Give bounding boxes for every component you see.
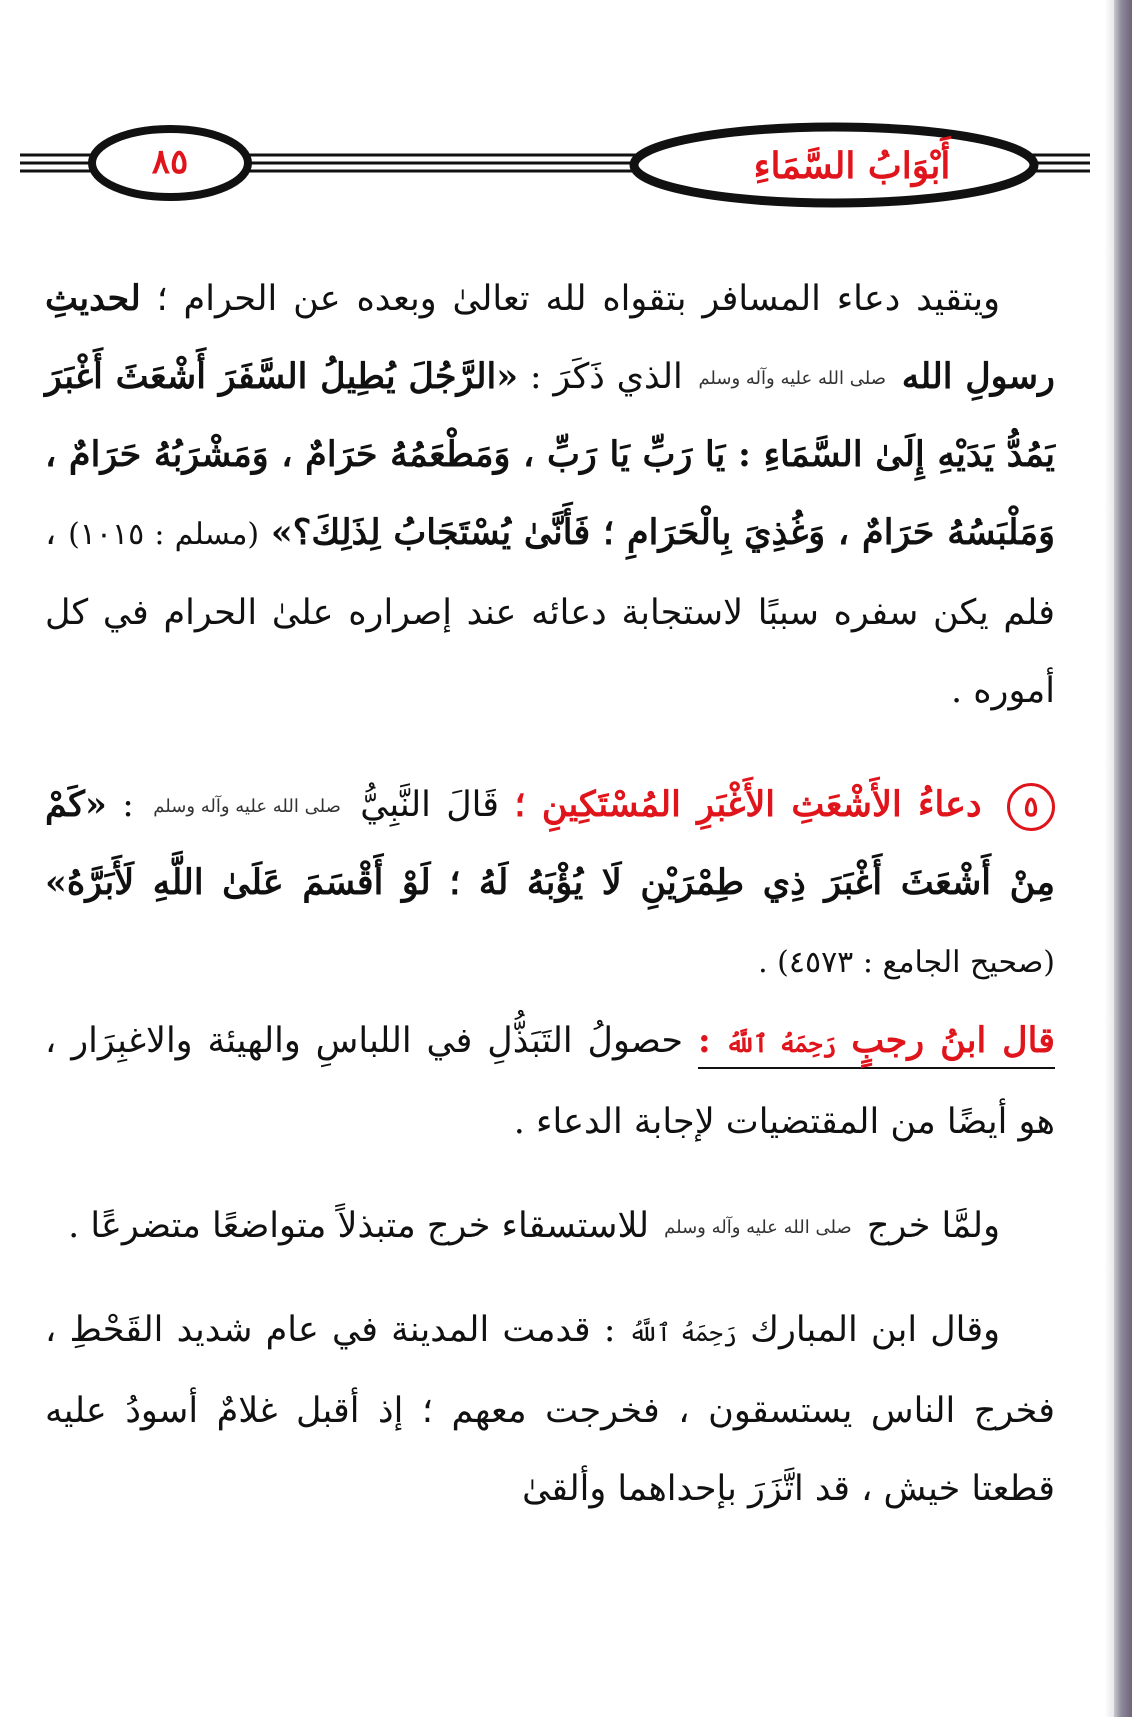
section-5-hadith: «كَمْ مِنْ أَشْعَثَ أَغْبَرَ ذِي طِمْرَيْنِ لَا يُؤْبَهُ لَهُ ؛ لَوْ أَقْسَمَ عَلَىٰ اللَّهِ لَأَبَرَّهُ» xyxy=(45,784,1055,903)
rahimahullah-icon: رَحِمَهُ ٱللَّهُ xyxy=(628,1319,737,1347)
p1-line1: ويتقيد دعاء المسافر بتقواه لله تعالىٰ وبعده عن الحرام ؛ xyxy=(156,279,1000,319)
ibn-rajab-text: حصولُ التَبَذُّلِ في اللباسِ والهيئة والاغبِرَار ، هو أيضًا من المقتضيات لإجابة الدعاء . xyxy=(45,1021,1055,1142)
rahimahullah-icon: رَحِمَهُ ٱللَّهُ xyxy=(725,1029,837,1058)
ibn-rajab-colon: : xyxy=(697,1020,711,1061)
p1-hadith: «الرَّجُلَ يُطِيلُ السَّفَرَ أَشْعَثَ أَغْبَرَ يَمُدُّ يَدَيْهِ إِلَىٰ السَّمَاءِ : يَا رَبِّ يَا رَبِّ ، وَمَطْعَمُهُ حَرَامٌ ، وَمَشْرَبُهُ حَرَامٌ ، وَمَلْبَسُهُ حَرَامٌ ، وَغُذِيَ بِالْحَرَامِ ؛ فَأَنَّىٰ يُسْتَجَابُ لِذَلِكَ؟» xyxy=(45,356,1055,553)
section-5-colon: : xyxy=(122,785,134,825)
ibn-rajab-name: قال ابنُ رجبٍ xyxy=(851,1020,1055,1061)
salawat-icon: صلى الله عليه وآله وسلم xyxy=(664,1216,852,1238)
ibn-mubarak-intro: وقال ابن المبارك xyxy=(750,1310,1000,1350)
section-5-heading: دعاءُ الأَشْعَثِ الأَغْبَرِ المُسْتَكِينِ ؛ xyxy=(514,784,982,825)
section-5-reference: (صحيح الجامع : ٤٥٧٣) . xyxy=(758,945,1055,980)
istisqa-after: للاستسقاء خرج متبذلاً متواضعًا متضرعًا . xyxy=(68,1206,650,1246)
istisqa-before: ولمَّا خرج xyxy=(866,1206,1000,1246)
p1-intro: لحديثِ رسولِ الله xyxy=(45,278,1055,397)
ibn-rajab-label xyxy=(698,1021,1055,1069)
p1-reference: (مسلم : ١٠١٥) xyxy=(68,517,260,552)
section-5 xyxy=(45,766,1055,1002)
istisqa-paragraph xyxy=(45,1187,1055,1265)
ibn-mubarak-paragraph xyxy=(45,1291,1055,1528)
salawat-icon: صلى الله عليه وآله وسلم xyxy=(153,795,341,817)
paragraph-traveler-dua xyxy=(45,260,1055,730)
ibn-rajab-quote xyxy=(45,1002,1055,1161)
book-page-edge xyxy=(1114,0,1132,1717)
page-header xyxy=(20,110,1090,220)
ibn-mubarak-text: : قدمت المدينة في عام شديد القَحْطِ ، فخرج الناس يستسقون ، فخرجت معهم ؛ إذ أقبل غلامٌ أسودُ عليه قطعتا خيش ، قد اتَّزَرَ بإحداهما وألقىٰ xyxy=(45,1310,1055,1509)
section-5-intro: قَالَ النَّبِيُّ xyxy=(360,785,500,825)
salawat-icon: صلى الله عليه وآله وسلم xyxy=(698,367,887,389)
p1-dhakar: الذي ذَكَرَ : xyxy=(529,357,683,397)
section-number-badge: ٥ xyxy=(1007,783,1055,831)
p1-rest: ، فلم يكن سفره سببًا لاستجابة دعائه عند إصراره علىٰ الحرام في كل أموره . xyxy=(45,513,1055,711)
chapter-title: أَبْوَابُ السَّمَاءِ xyxy=(753,145,951,187)
page-content xyxy=(45,260,1055,1528)
page-edge-shadow xyxy=(1104,0,1114,1717)
page-number: ٨٥ xyxy=(151,142,189,182)
